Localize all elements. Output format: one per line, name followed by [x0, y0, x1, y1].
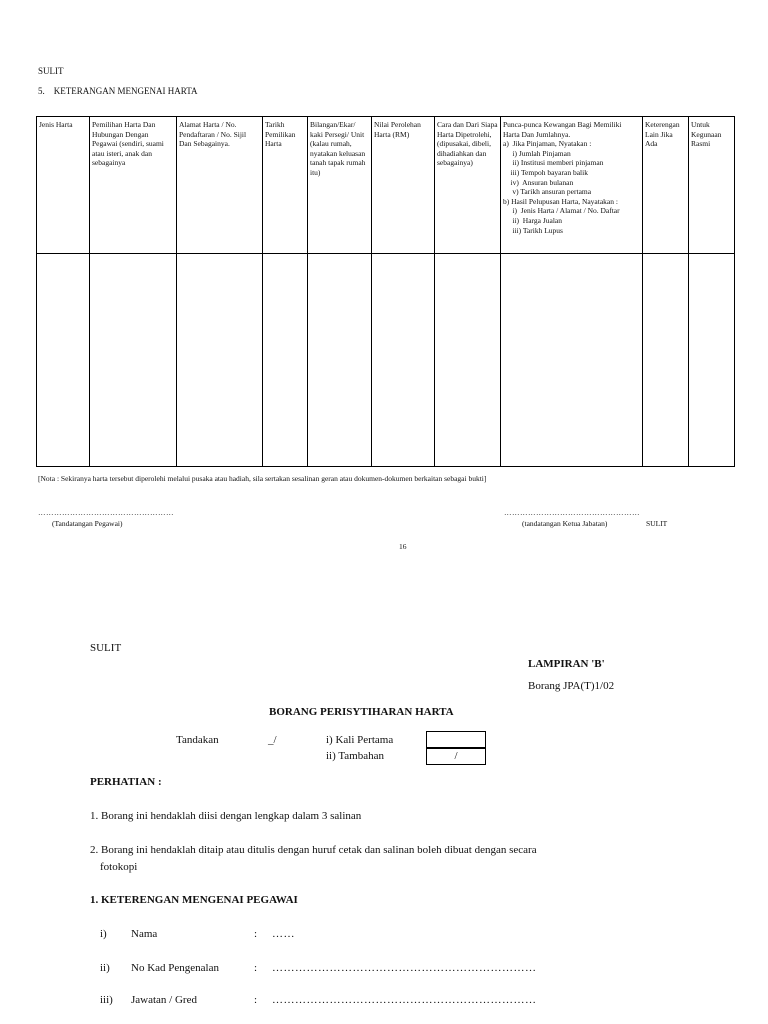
field-label: Nama — [131, 928, 158, 940]
checkbox-first-time[interactable] — [426, 731, 486, 748]
table-cell[interactable] — [689, 254, 735, 467]
table-cell[interactable] — [643, 254, 689, 467]
checkbox-additional[interactable]: / — [426, 748, 486, 765]
tandakan-mark: _/ — [268, 734, 277, 746]
instruction-2-cont: fotokopi — [100, 861, 138, 873]
table-cell[interactable] — [501, 254, 643, 467]
field-label: Jawatan / Gred — [131, 994, 197, 1006]
sulit-label: SULIT — [90, 642, 122, 654]
column-header: Alamat Harta / No. Pendaftaran / No. Sijil Dan Sebagainya. — [177, 117, 263, 254]
signature-line-officer[interactable]: …………………………………………… — [38, 508, 174, 517]
sulit-header: SULIT — [38, 66, 64, 76]
column-header: Pemilihan Harta Dan Hubungan Dengan Pegawai (sendiri, suami atau isteri, anak dan sebagainya — [90, 117, 177, 254]
field-colon: : — [254, 928, 258, 940]
option-additional: ii) Tambahan — [326, 750, 384, 762]
table-header-row — [37, 117, 735, 254]
field-number: i) — [100, 928, 107, 940]
sulit-footer: SULIT — [646, 519, 668, 528]
table-cell[interactable] — [37, 254, 90, 467]
column-header: Tarikh Pemilikan Harta — [263, 117, 308, 254]
signature-label-head: (tandatangan Ketua Jabatan) — [522, 519, 608, 528]
tandakan-label: Tandakan — [176, 734, 219, 746]
section-officer-info: 1. KETERENGAN MENGENAI PEGAWAI — [90, 894, 298, 906]
borang-code: Borang JPA(T)1/02 — [528, 680, 615, 692]
column-header: Untuk Kegunaan Rasmi — [689, 117, 735, 254]
field-label: No Kad Pengenalan — [131, 962, 219, 974]
column-header: Keterengan Lain Jika Ada — [643, 117, 689, 254]
field-colon: : — [254, 994, 258, 1006]
field-number: ii) — [100, 962, 110, 974]
field-colon: : — [254, 962, 258, 974]
table-cell[interactable] — [263, 254, 308, 467]
instruction-2: 2. Borang ini hendaklah ditaip atau ditulis dengan huruf cetak dan salinan boleh dibuat dengan secara — [90, 844, 537, 856]
table-cell[interactable] — [308, 254, 372, 467]
form-title: BORANG PERISYTIHARAN HARTA — [269, 706, 454, 718]
table-cell[interactable] — [90, 254, 177, 467]
option-first-time: i) Kali Pertama — [326, 734, 394, 746]
instruction-1: 1. Borang ini hendaklah diisi dengan lengkap dalam 3 salinan — [90, 810, 362, 822]
lampiran-label: LAMPIRAN 'B' — [528, 658, 605, 670]
column-header: Nilai Perolehan Harta (RM) — [372, 117, 435, 254]
section-title: 5. KETERANGAN MENGENAI HARTA — [38, 86, 198, 96]
table-cell[interactable] — [177, 254, 263, 467]
table-cell[interactable] — [372, 254, 435, 467]
table-empty-row[interactable] — [37, 254, 735, 467]
column-header: Punca-punca Kewangan Bagi Memiliki Harta Dan Jumlahnya. a) Jika Pinjaman, Nyatakan : i) Jumlah Pinjaman ii) Institusi memberi pinjaman iii) Tempoh bayaran balik iv) Ansuran bulanan v) Tarikh ansuran pertama b) Hasil Pelupusan Harta, Nayatakan : i) Jenis Harta / Alamat / No. Daftar ii) Harga Jualan iii) Tarikh Lupus — [501, 117, 643, 254]
column-header: Bilangan/Ekar/ kaki Persegi/ Unit (kalau rumah, nyatakan keluasan tanah tapak rumah itu) — [308, 117, 372, 254]
column-header: Cara dan Dari Siapa Harta Dipetrolehi, (dipusakai, dibeli, dihadiahkan dan sebagainya) — [435, 117, 501, 254]
ic-number-field[interactable]: …………………………………………………………… — [272, 962, 537, 974]
perhatian-heading: PERHATIAN : — [90, 776, 162, 788]
asset-table — [36, 116, 735, 467]
signature-line-head[interactable]: …………………………………………… — [504, 508, 640, 517]
signature-label-officer: (Tandatangan Pegawai) — [52, 519, 123, 528]
page-number: 16 — [399, 542, 407, 551]
position-grade-field[interactable]: …………………………………………………………… — [272, 994, 537, 1006]
name-field[interactable]: …… — [272, 928, 295, 940]
note-text: [Nota : Sekiranya harta tersebut diperolehi melalui pusaka atau hadiah, sila sertakan sesalinan geran atau dokumen-dokumen berkaitan sebagai bukti] — [38, 474, 487, 483]
column-header: Jenis Harta — [37, 117, 90, 254]
table-cell[interactable] — [435, 254, 501, 467]
field-number: iii) — [100, 994, 113, 1006]
